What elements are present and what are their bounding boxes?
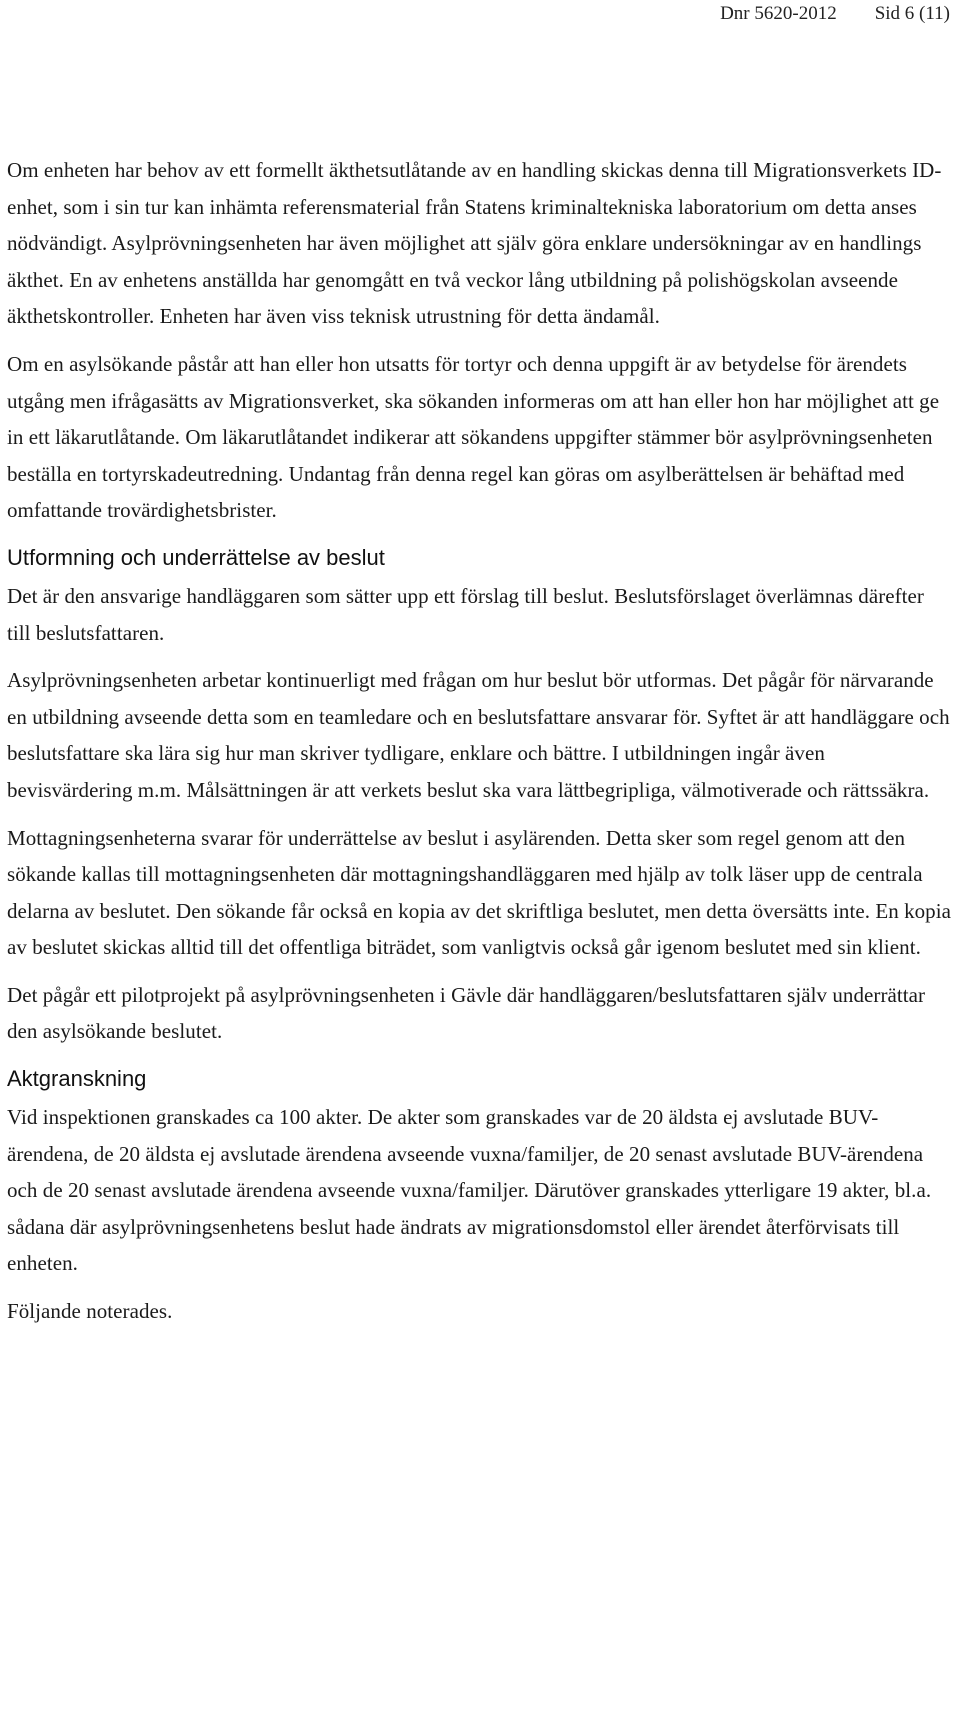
section-heading-utformning: Utformning och underrättelse av beslut [7, 544, 385, 570]
paragraph-inspektion: Vid inspektionen granskades ca 100 akter. De akter som granskades var de 20 äldsta ej avslutade BUV-ärendena, de 20 äldsta ej avslutade ärendena avseende vuxna/familjer, de 20 senast avslutade BUV-ärendena och de 20 senast avslutade ärendena avseende vuxna/familjer. Därutöver granskades ytterligare 19 akter, bl.a. sådana där asylprövningsenhetens beslut hade ändrats av migrationsdomstol eller ärendet återförvisats till enheten. [7, 1105, 932, 1276]
paragraph-mottagningsenheterna: Mottagningsenheterna svarar för underrättelse av beslut i asylärenden. Detta sker som regel genom att den sökande kallas till mottagningsenheten där mottagningshandläggaren med hjälp av tolk läser upp de centrala delarna av beslutet. Den sökande får också en kopia av det skriftliga beslutet, men detta översätts inte. En kopia av beslutet skickas alltid till det offentliga biträdet, som vanligtvis också går igenom beslutet med sin klient. [7, 825, 951, 960]
page-header [720, 2, 950, 26]
paragraph-forslag-till-beslut: Det är den ansvarige handläggaren som sätter upp ett förslag till beslut. Beslutsförslaget överlämnas därefter till beslutsfattaren. [7, 583, 924, 645]
document-number: Dnr 5620-2012 [720, 3, 837, 24]
paragraph-pilotprojekt: Det pågår ett pilotprojekt på asylprövningsenheten i Gävle där handläggaren/beslutsfattaren själv underrättar den asylsökande beslutet. [7, 982, 926, 1044]
paragraph-foljande-noterades: Följande noterades. [7, 1299, 173, 1324]
paragraph-tortyr: Om en asylsökande påstår att han eller hon utsatts för tortyr och denna uppgift är av betydelse för ärendets utgång men ifrågasätts av Migrationsverket, ska sökanden informeras om att han eller hon har möjlighet att ge in ett läkarutlåtande. Om läkarutlåtandet indikerar att sökandens uppgifter stämmer bör asylprövningsenheten beställa en tortyrskadeutredning. Undantag från denna regel kan göras om asylberättelsen är behäftad med omfattande trovärdighetsbrister. [7, 351, 940, 523]
page-number: Sid 6 (11) [874, 3, 950, 24]
section-heading-aktgranskning: Aktgranskning [7, 1066, 147, 1092]
paragraph-id-enhet: Om enheten har behov av ett formellt äkthetsutlåtande av en handling skickas denna till Migrationsverkets ID-enhet, som i sin tur kan inhämta referensmaterial från Statens kriminaltekniska laboratorium om detta anses nödvändigt. Asylprövningsenheten har även möjlighet att själv göra enklare undersökningar av en handlings äkthet. En av enhetens anställda har genomgått en två veckor lång utbildning på polishögskolan avseende äkthetskontroller. Enheten har även viss teknisk utrustning för detta ändamål. [7, 158, 942, 329]
paragraph-utbildning: Asylprövningsenheten arbetar kontinuerligt med frågan om hur beslut bör utformas. Det pågår för närvarande en utbildning avseende detta som en teamledare och en beslutsfattare ansvarar för. Syftet är att handläggare och beslutsfattare ska lära sig hur man skriver tydligare, enklare och bättre. I utbildningen ingår även bevisvärdering m.m. Målsättningen är att verkets beslut ska vara lättbegripliga, välmotiverade och rättssäkra. [7, 668, 950, 802]
document-body [7, 152, 952, 1330]
